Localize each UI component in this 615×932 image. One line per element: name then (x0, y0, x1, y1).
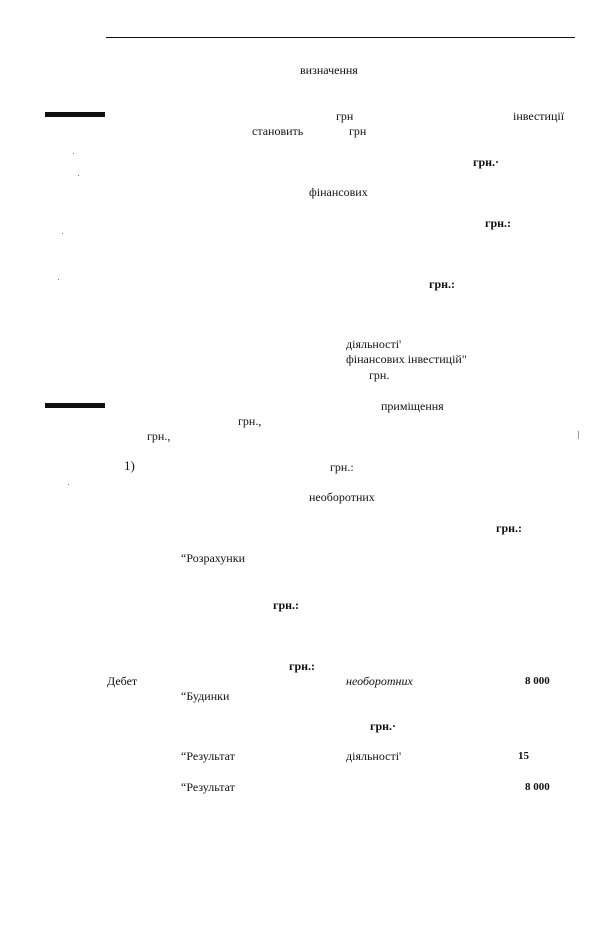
scan-speck (62, 233, 63, 234)
text-stanovyt: становить (252, 124, 304, 138)
text-budynky: “Будинки (181, 689, 230, 703)
text-grn: грн (336, 109, 354, 123)
text-grn: грн.: (429, 277, 456, 291)
text-grn: грн.: (330, 460, 354, 474)
text-grn: грн (349, 124, 367, 138)
redaction-bar (45, 112, 105, 117)
scan-speck (78, 175, 79, 176)
text-investytsii: інвестиції (513, 109, 565, 123)
text-rezultat: “Результат (181, 749, 235, 763)
text-finansovykh-investytsii: фінансових інвестицій" (346, 352, 467, 366)
amount: 8 000 (525, 675, 550, 687)
redaction-bar (45, 403, 105, 408)
text-finansovykh: фінансових (309, 185, 368, 199)
text-grn: грн., (238, 414, 262, 428)
list-item-number: 1) (124, 458, 135, 473)
text-debet: Дебет (107, 674, 138, 688)
heading: визначення (300, 63, 358, 77)
text-diialnosti: діяльності' (346, 749, 402, 763)
text-neoborotnykh: необоротних (309, 490, 375, 504)
text-grn: грн.· (473, 155, 500, 169)
text-prymishchennia: приміщення (381, 399, 444, 413)
text-rezultat: “Результат (181, 780, 235, 794)
scan-speck (58, 279, 59, 280)
text-grn: грн.: (496, 521, 523, 535)
text-neoborotnykh: необоротних (346, 674, 413, 688)
header-rule (106, 37, 575, 38)
text-grn: грн.: (289, 659, 316, 673)
text-grn: грн.: (273, 598, 300, 612)
text-grn: грн.: (485, 216, 512, 230)
text-diialnosti: діяльності' (346, 337, 402, 351)
text-grn: грн.· (370, 719, 397, 733)
text-rozrakhunky: “Розрахунки (181, 551, 245, 565)
scan-speck (73, 153, 74, 154)
text-grn: грн., (147, 429, 171, 443)
text-grn: грн. (369, 368, 390, 382)
scan-speck (68, 484, 69, 485)
scan-mark (578, 431, 579, 439)
amount: 8 000 (525, 781, 550, 793)
amount: 15 (518, 750, 529, 762)
